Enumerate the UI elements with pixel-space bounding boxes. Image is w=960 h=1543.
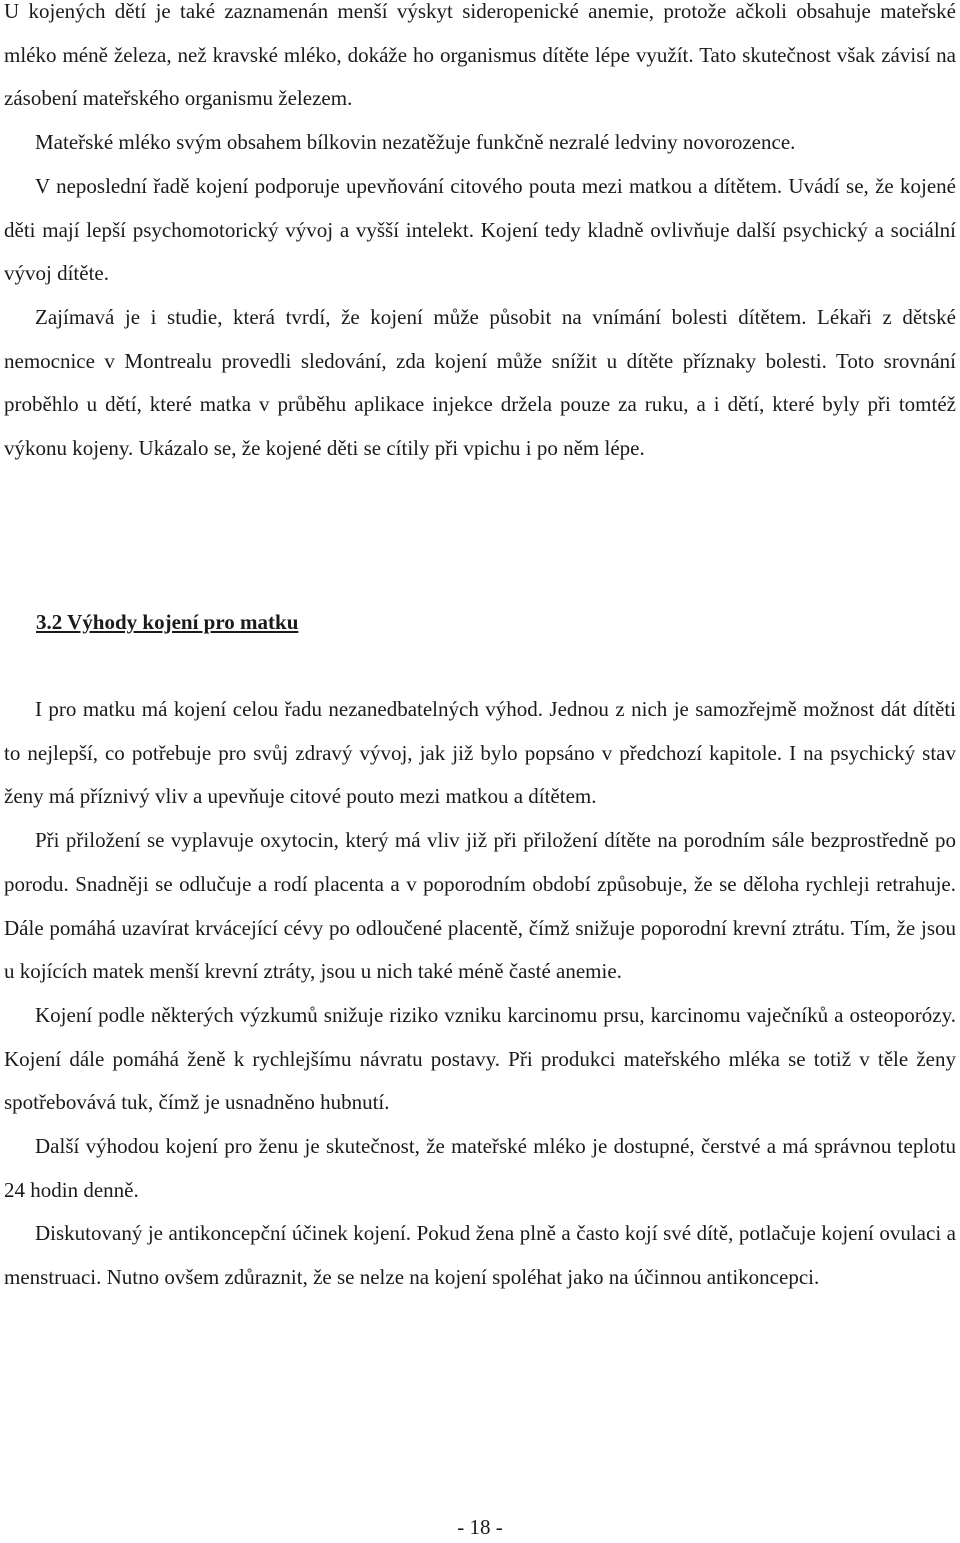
paragraph: V neposlední řadě kojení podporuje upevňování citového pouta mezi matkou a dítětem. Uvádí se, že kojené děti mají lepší psychomotorický vývoj a vyšší intelekt. Kojení tedy kladně ovlivňuje další psychický a sociální vývoj dítěte. (4, 173, 956, 286)
paragraph: Kojení podle některých výzkumů snižuje riziko vzniku karcinomu prsu, karcinomu vaječníků a osteoporózy. Kojení dále pomáhá ženě k rychlejšímu návratu postavy. Při produkci mateřského mléka se totiž v těle ženy spotřebovává tuk, čímž je usnadněno hubnutí. (4, 1002, 956, 1115)
paragraph: Zajímavá je i studie, která tvrdí, že kojení může působit na vnímání bolesti dítětem. Lékaři z dětské nemocnice v Montrealu provedli sledování, zda kojení může snížit u dítěte příznaky bolesti. Toto srovnání proběhlo u dětí, které matka v průběhu aplikace injekce držela pouze za ruku, a i dětí, které byly při tomtéž výkonu kojeny. Ukázalo se, že kojené děti se cítily při vpichu i po něm lépe. (4, 304, 956, 461)
paragraph: Další výhodou kojení pro ženu je skutečnost, že mateřské mléko je dostupné, čerstvé a má správnou teplotu 24 hodin denně. (4, 1134, 956, 1202)
paragraph: Při přiložení se vyplavuje oxytocin, který má vliv již při přiložení dítěte na porodním sále bezprostředně po porodu. Snadněji se odlučuje a rodí placenta a v poporodním období způsobuje, že se děloha rychleji retrahuje. Dále pomáhá uzavírat krvácející cévy po odloučené placentě, čímž snižuje poporodní krevní ztrátu. Tím, že jsou u kojících matek menší krevní ztráty, jsou u nich také méně časté anemie. (4, 828, 956, 984)
paragraph: I pro matku má kojení celou řadu nezanedbatelných výhod. Jednou z nich je samozřejmě možnost dát dítěti to nejlepší, co potřebuje pro svůj zdravý vývoj, jak již bylo popsáno v předchozí kapitole. I na psychický stav ženy má příznivý vliv a upevňuje citové pouto mezi matkou a dítětem. (4, 697, 956, 809)
paragraph: Diskutovaný je antikoncepční účinek kojení. Pokud žena plně a často kojí své dítě, potlačuje kojení ovulaci a menstruaci. Nutno ovšem zdůraznit, že se nelze na kojení spoléhat jako na účinnou antikoncepci. (4, 1221, 956, 1290)
page-number: - 18 - (457, 1515, 503, 1539)
paragraph: U kojených dětí je také zaznamenán menší výskyt sideropenické anemie, protože ačkoli obsahuje mateřské mléko méně železa, než kravské mléko, dokáže ho organismus dítěte lépe využít. Tato skutečnost však závisí na zásobení mateřského organismu železem. (4, 0, 956, 111)
section-1-body (4, 0, 956, 471)
section-2-body (4, 688, 956, 1300)
paragraph: Mateřské mléko svým obsahem bílkovin nezatěžuje funkčně nezralé ledviny novorozence. (35, 130, 796, 155)
section-heading: 3.2 Výhody kojení pro matku (36, 610, 299, 634)
